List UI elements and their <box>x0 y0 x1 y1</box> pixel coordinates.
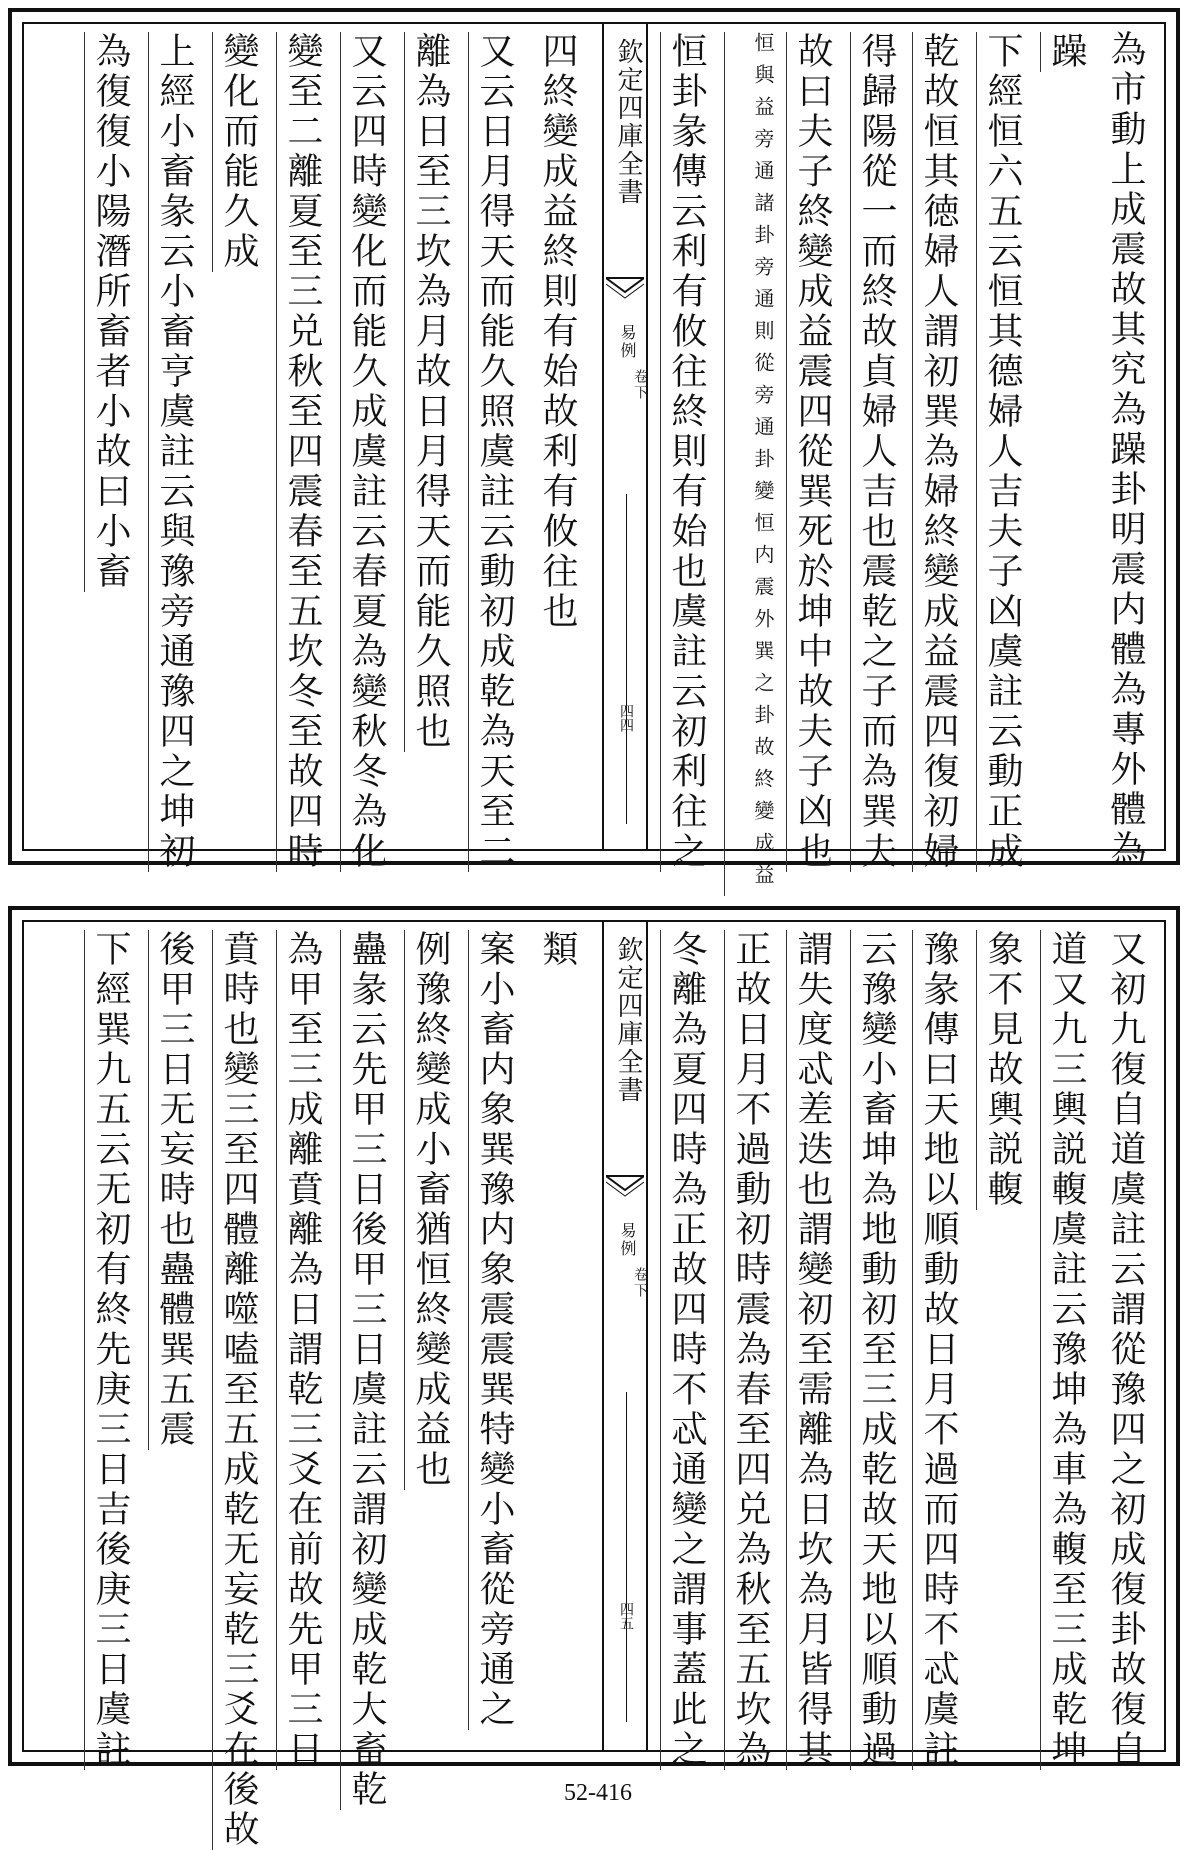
text-column: 冬離為夏四時為正故四時不忒通變之謂事蓋此之 <box>660 930 711 1770</box>
text-column: 類 <box>537 930 578 970</box>
text-column: 豫彖傳曰天地以順動故日月不過而四時不忒虞註 <box>912 930 963 1770</box>
page-footer-number: 52-416 <box>564 1780 632 1806</box>
text-column: 道又九三輿説輹虞註云豫坤為車為輹至三成乾坤 <box>1040 930 1091 1770</box>
text-column: 又云日月得天而能久照虞註云動初成乾為天至二 <box>468 32 519 872</box>
gutter-rule <box>626 494 627 824</box>
text-column: 故曰夫子終變成益震四從巽死於坤中故夫子凶也 <box>786 32 837 872</box>
gutter-rule <box>626 1392 627 1722</box>
gutter-book: 易例 <box>618 1222 637 1258</box>
text-column: 賁時也變三至四體離噬嗑至五成乾无妄乾三爻在後故 <box>212 930 263 1850</box>
text-column: 又初九復自道虞註云謂從豫四之初成復卦故復自 <box>1105 930 1146 1770</box>
gutter-title: 欽定四庫全書 <box>613 38 643 206</box>
top-page-frame <box>22 22 1166 896</box>
text-column: 象不見故輿説輹 <box>976 930 1027 1210</box>
text-column: 變化而能久成 <box>212 32 263 272</box>
text-column: 案小畜内象巽豫内象震震巽特變小畜從旁通之 <box>468 930 519 1730</box>
text-column: 蠱彖云先甲三日後甲三日虞註云謂初變成乾大畜乾 <box>340 930 391 1810</box>
text-column: 為市動上成震故其究為躁卦明震内體為專外體為 <box>1105 30 1146 870</box>
gutter-volume: 卷下 <box>632 369 648 401</box>
text-column: 躁 <box>1040 32 1091 72</box>
gutter-volume: 卷下 <box>632 1267 648 1299</box>
text-column: 恒卦彖傳云利有攸往終則有始也虞註云初利往之 <box>660 32 711 872</box>
text-column: 為復復小陽潛所畜者小故曰小畜 <box>84 32 135 592</box>
text-column: 變至二離夏至三兑秋至四震春至五坎冬至故四時 <box>276 32 327 872</box>
text-column: 云豫變小畜坤為地動初至三成乾故天地以順動過 <box>850 930 901 1770</box>
gutter-book: 易例 <box>618 324 637 360</box>
bottom-gutter <box>602 922 648 1750</box>
annotation-column: 恒與益旁通諸卦旁通則從旁通卦變恒内震外巽之卦故終變成益 <box>724 32 775 896</box>
text-column: 為甲至三成離賁離為日謂乾三爻在前故先甲三日 <box>276 930 327 1770</box>
text-column: 四終變成益終則有始故利有攸往也 <box>537 32 578 632</box>
top-page <box>8 8 1180 896</box>
gutter-page-number: 四五 <box>618 1602 634 1630</box>
text-column: 下經巽九五云无初有終先庚三日吉後庚三日虞註 <box>84 930 135 1770</box>
text-column: 離為日至三坎為月故日月得天而能久照也 <box>404 32 455 752</box>
top-gutter <box>602 24 648 849</box>
text-column: 後甲三日无妄時也蠱體巽五震 <box>148 930 199 1450</box>
text-column: 上經小畜彖云小畜亨虞註云與豫旁通豫四之坤初 <box>148 32 199 872</box>
text-column: 乾故恒其徳婦人謂初巽為婦終變成益震四復初婦 <box>912 32 963 872</box>
gutter-title: 欽定四庫全書 <box>613 936 643 1104</box>
text-column: 例豫終變成小畜猶恒終變成益也 <box>404 930 455 1490</box>
text-column: 得歸陽從一而終故貞婦人吉也震乾之子而為巽夫 <box>850 32 901 872</box>
text-column: 下經恒六五云恒其德婦人吉夫子凶虞註云動正成 <box>976 32 1027 872</box>
text-column: 又云四時變化而能久成虞註云春夏為變秋冬為化 <box>340 32 391 872</box>
gutter-page-number: 四四 <box>618 704 634 732</box>
text-column: 正故日月不過動初時震為春至四兑為秋至五坎為 <box>724 930 775 1770</box>
fishtail-mark-icon <box>606 274 644 304</box>
fishtail-mark-icon <box>606 1172 644 1202</box>
text-column: 謂失度忒差迭也謂變初至需離為日坎為月皆得其 <box>786 930 837 1770</box>
